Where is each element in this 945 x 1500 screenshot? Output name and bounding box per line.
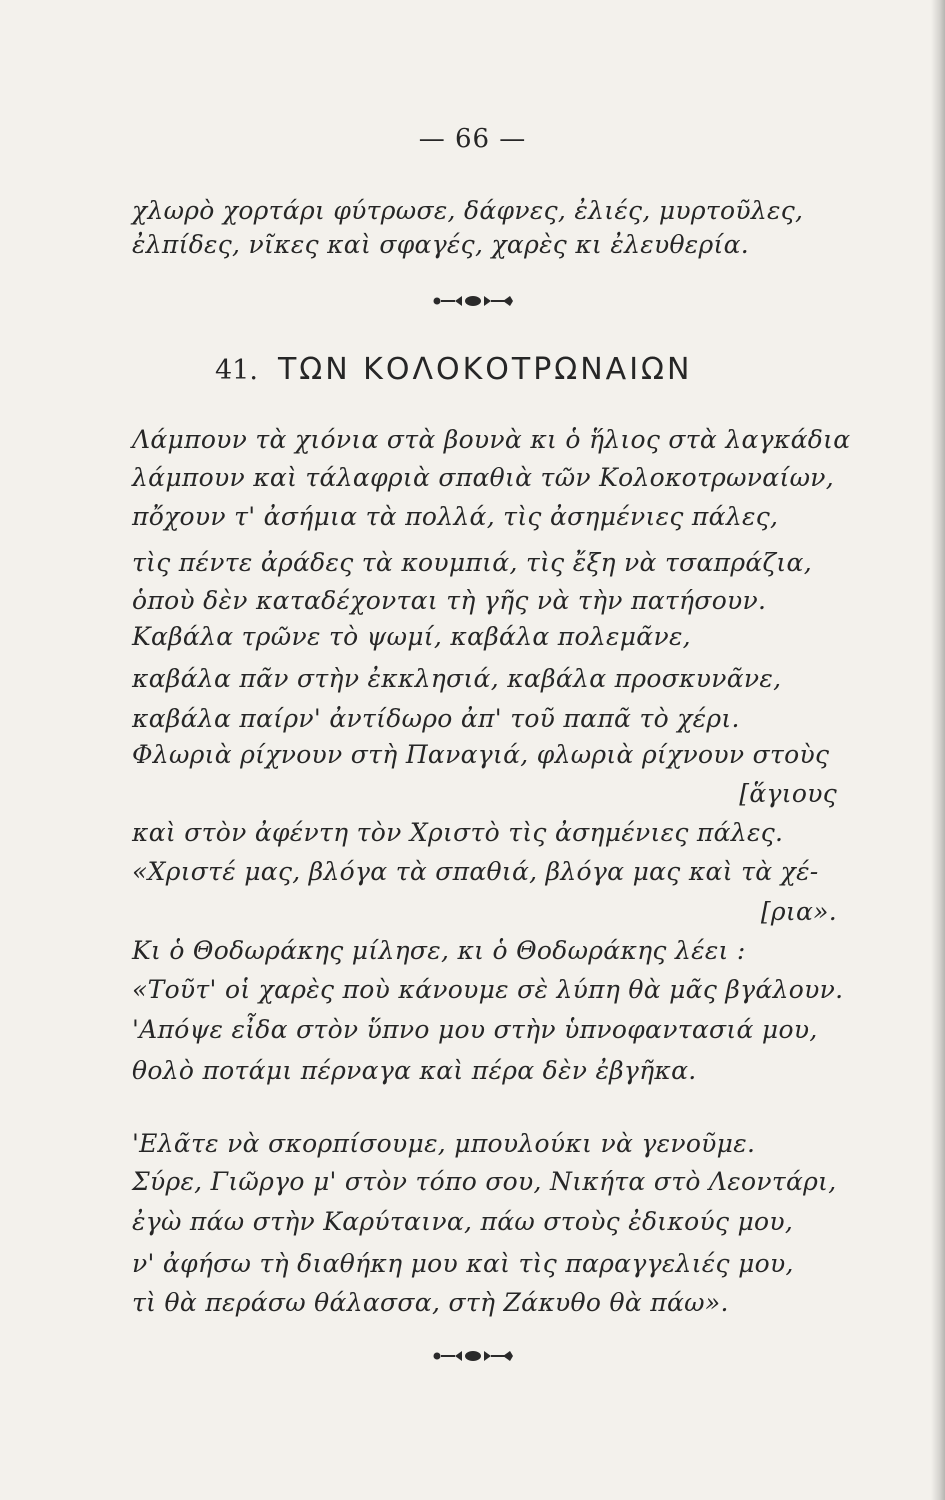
poem-line: τὶ θὰ περάσω θάλασσα, στὴ Ζάκυθο θὰ πάω». xyxy=(132,1288,729,1317)
poem-line: ὁποὺ δὲν καταδέχονται τὴ γῆς νὰ τὴν πατήσουν. xyxy=(132,586,767,615)
poem-line-continuation: [ρια». xyxy=(760,897,837,926)
poem-line: ν' ἀφήσω τὴ διαθήκη μου καὶ τὶς παραγγελιές μου, xyxy=(132,1249,794,1278)
poem-line: ἐλπίδες, νῖκες καὶ σφαγές, χαρὲς κι ἐλευθερία. xyxy=(132,230,750,259)
page-number: — 66 — xyxy=(418,124,527,154)
poem-line: «Χριστέ μας, βλόγα τὰ σπαθιά, βλόγα μας καὶ τὰ χέ- xyxy=(132,857,819,886)
ornament-divider xyxy=(0,293,945,313)
poem-line: Καβάλα τρῶνε τὸ ψωμί, καβάλα πολεμᾶνε, xyxy=(132,622,691,651)
poem-line: Λάμπουν τὰ χιόνια στὰ βουνὰ κι ὁ ἥλιος στὰ λαγκάδια xyxy=(132,425,851,454)
poem-line: 'Απόψε εἶδα στὸν ὕπνο μου στὴν ὑπνοφαντασιά μου, xyxy=(132,1015,818,1044)
poem-line: λάμπουν καὶ τάλαφριὰ σπαθιὰ τῶν Κολοκοτρωναίων, xyxy=(132,463,835,492)
poem-line: καβάλα πᾶν στὴν ἐκκλησιά, καβάλα προσκυνᾶνε, xyxy=(132,664,782,693)
page-spine-shadow xyxy=(931,0,945,1500)
poem-line: ἐγὼ πάω στὴν Καρύταινα, πάω στοὺς ἐδικούς μου, xyxy=(132,1207,794,1236)
poem-line: Κι ὁ Θοδωράκης μίλησε, κι ὁ Θοδωράκης λέει : xyxy=(132,936,746,965)
ornament-divider-icon xyxy=(431,293,515,309)
poem-line-continuation: [ἅγιους xyxy=(739,779,837,808)
poem-line: Φλωριὰ ρίχνουν στὴ Παναγιά, φλωριὰ ρίχνουν στοὺς xyxy=(132,740,830,769)
poem-line: θολὸ ποτάμι πέρναγα καὶ πέρα δὲν ἐβγῆκα. xyxy=(132,1056,697,1085)
poem-line: τὶς πέντε ἀράδες τὰ κουμπιά, τὶς ἔξη νὰ τσαπράζια, xyxy=(132,548,812,577)
poem-title xyxy=(215,352,692,387)
ornament-divider-icon xyxy=(431,1348,515,1364)
poem-line: «Τοῦτ' οἱ χαρὲς ποὺ κάνουμε σὲ λύπη θὰ μᾶς βγάλουν. xyxy=(132,975,844,1004)
poem-line: καὶ στὸν ἀφέντη τὸν Χριστὸ τὶς ἀσημένιες πάλες. xyxy=(132,818,784,847)
ornament-divider xyxy=(0,1348,945,1368)
poem-number: 41. xyxy=(215,355,258,386)
poem-line: Σύρε, Γιῶργο μ' στὸν τόπο σου, Νικήτα στὸ Λεοντάρι, xyxy=(132,1167,837,1196)
poem-line: 'Ελᾶτε νὰ σκορπίσουμε, μπουλούκι νὰ γενοῦμε. xyxy=(132,1129,756,1158)
poem-line: πὄχουν τ' ἀσήμια τὰ πολλά, τὶς ἀσημένιες πάλες, xyxy=(132,502,779,531)
poem-line: καβάλα παίρν' ἀντίδωρο ἀπ' τοῦ παπᾶ τὸ χέρι. xyxy=(132,704,740,733)
poem-line: χλωρὸ χορτάρι φύτρωσε, δάφνες, ἐλιές, μυρτοῦλες, xyxy=(132,196,804,225)
poem-title-text: ΤΩΝ ΚΟΛΟΚΟΤΡΩΝΑΙΩΝ xyxy=(277,352,693,387)
